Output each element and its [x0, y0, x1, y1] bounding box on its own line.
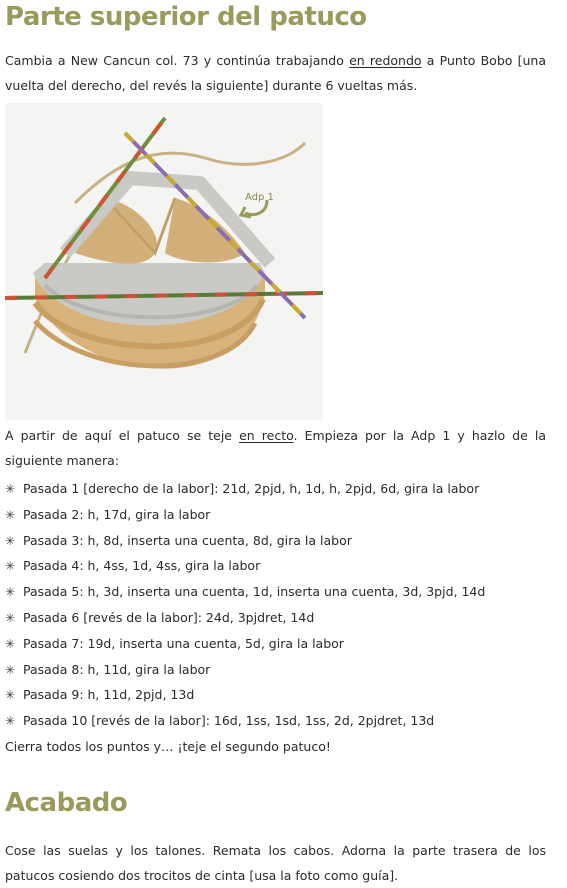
pass-text: Pasada 6 [revés de la labor]: 24d, 3pjdret, 14d [23, 609, 315, 625]
para2-text-b: . Empieza por la Adp 1 y hazlo de la siguiente manera: [5, 428, 546, 468]
list-item [5, 657, 485, 683]
pass-text: Pasada 4: h, 4ss, 1d, 4ss, gira la labor [23, 558, 261, 574]
pass-text: Pasada 2: h, 17d, gira la labor [23, 506, 211, 522]
pass-text: Pasada 10 [revés de la labor]: 16d, 1ss, 1sd, 1ss, 2d, 2pjdret, 13d [23, 713, 435, 729]
list-item [5, 553, 485, 579]
pass-text: Pasada 9: h, 11d, 2pjd, 13d [23, 687, 195, 703]
intro-text-b: a Punto Bobo [una vuelta del derecho, del revés la siguiente] durante 6 vueltas más. [5, 53, 546, 93]
intro-text-a: Cambia a New Cancun col. 73 y continúa trabajando [5, 53, 350, 68]
asterisk-icon: ✳ [5, 662, 16, 677]
list-item [5, 579, 485, 605]
intro-paragraph [5, 48, 546, 98]
pass-text: Pasada 3: h, 8d, inserta una cuenta, 8d, gira la labor [23, 532, 352, 548]
list-item [5, 476, 485, 502]
list-item [5, 528, 485, 554]
asterisk-icon: ✳ [5, 714, 16, 729]
pass-text: Pasada 7: 19d, inserta una cuenta, 5d, gira la labor [23, 635, 344, 651]
asterisk-icon: ✳ [5, 482, 16, 496]
para2-text-a: A partir de aquí el patuco se teje [5, 428, 240, 443]
list-item [5, 502, 485, 528]
asterisk-icon: ✳ [5, 533, 16, 548]
list-item [5, 708, 485, 734]
en-redondo-link[interactable]: en redondo [349, 53, 422, 68]
section-title-acabado: Acabado [5, 788, 128, 818]
pass-text: Pasada 5: h, 3d, inserta una cuenta, 1d, inserta una cuenta, 3d, 3pjd, 14d [23, 584, 486, 600]
asterisk-icon: ✳ [5, 636, 16, 651]
pass-text: Pasada 1 [derecho de la labor]: 21d, 2pjd, h, 1d, h, 2pjd, 6d, gira la labor [23, 481, 480, 496]
en-recto-link[interactable]: en recto [239, 428, 294, 443]
asterisk-icon: ✳ [5, 559, 16, 574]
list-item [5, 605, 485, 631]
section-title: Parte superior del patuco [5, 2, 367, 32]
pass-text: Pasada 8: h, 11d, gira la labor [23, 661, 211, 677]
closing-line: Cierra todos los puntos y… ¡teje el segundo patuco! [5, 739, 331, 754]
adp-1-label: Adp 1 [245, 192, 274, 203]
asterisk-icon: ✳ [5, 688, 16, 703]
list-item [5, 682, 485, 708]
acabado-paragraph: Cose las suelas y los talones. Remata los cabos. Adorna la parte trasera de los patucos cosiendo dos trocitos de cinta [usa la foto como guía]. [5, 843, 546, 883]
para-2 [5, 423, 546, 473]
asterisk-icon: ✳ [5, 610, 16, 625]
asterisk-icon: ✳ [5, 507, 16, 522]
knitting-photo [5, 103, 323, 420]
passes-list [5, 476, 485, 734]
asterisk-icon: ✳ [5, 585, 16, 600]
list-item [5, 631, 485, 657]
